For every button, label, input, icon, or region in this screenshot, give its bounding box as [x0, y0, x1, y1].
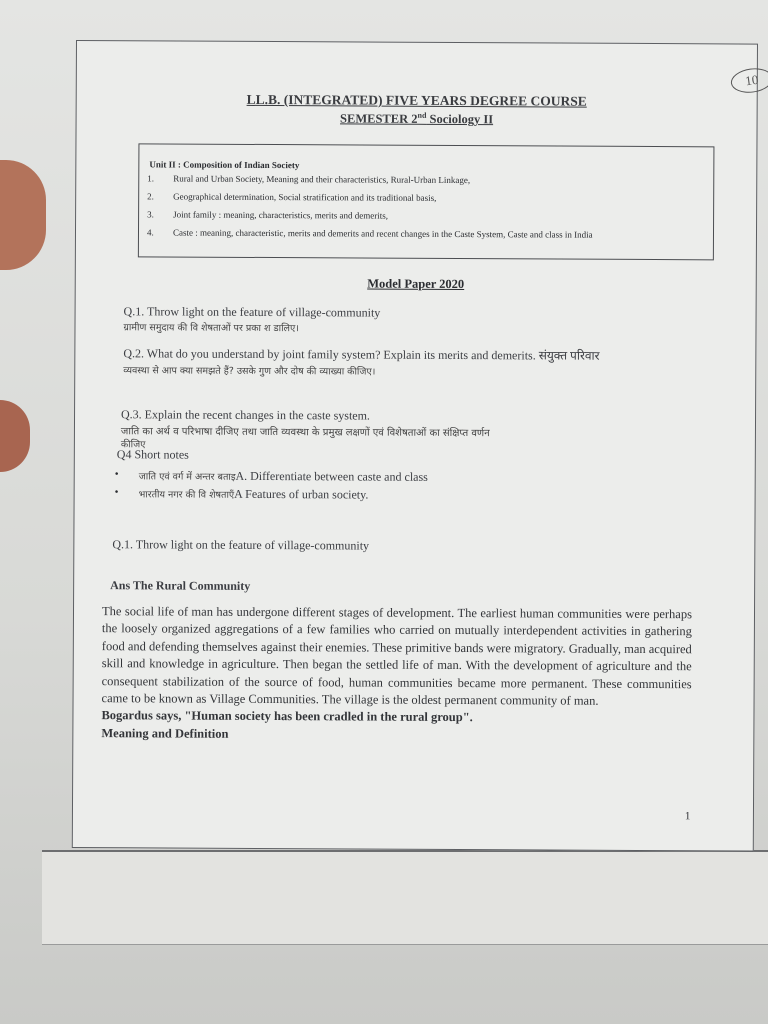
unit-item: 1. Rural and Urban Society, Meaning and their characteristics, Rural-Urban Linkage,	[147, 173, 471, 186]
bogardus-quote: Bogardus says, "Human society has been cradled in the rural group".	[101, 708, 473, 725]
page-mark: 10	[729, 66, 768, 95]
syllabus-box	[138, 143, 715, 260]
unit-item: 2. Geographical determination, Social stratification and its traditional basis,	[147, 191, 437, 203]
question-3: Q.3. Explain the recent changes in the caste system.	[121, 407, 370, 423]
short-note-a: जाति एवं वर्ग में अन्तर बताइA. Differentiate between caste and class	[138, 468, 428, 484]
answer-heading: Ans The Rural Community	[110, 578, 251, 593]
semester-title: SEMESTER 2nd Sociology II	[340, 110, 494, 127]
meaning-definition-subheading: Meaning and Definition	[101, 725, 229, 741]
question-3-hindi: जाति का अर्थ व परिभाषा दीजिए तथा जाति व्यवस्था के प्रमुख लक्षणों एवं विशेषताओं का संक्षिप्त वर्णन	[120, 426, 490, 440]
underlying-page	[42, 850, 768, 945]
unit-item: 3. Joint family : meaning, characteristics, merits and demerits,	[147, 209, 389, 221]
bullet-icon: •	[114, 468, 119, 481]
bullet-icon: •	[114, 486, 119, 499]
document-page	[72, 40, 758, 852]
page-number: 1	[684, 810, 691, 823]
unit-heading: Unit II : Composition of Indian Society	[149, 159, 300, 171]
answer-question-repeat: Q.1. Throw light on the feature of village-community	[112, 537, 370, 553]
question-3-hindi-cont: कीजिए	[120, 439, 146, 451]
question-1: Q.1. Throw light on the feature of village-community	[123, 304, 381, 320]
course-title: LL.B. (INTEGRATED) FIVE YEARS DEGREE COURSE	[246, 91, 587, 109]
question-2-hindi: व्यवस्था से आप क्या समझते हैं? उसके गुण और दोष की व्याख्या कीजिए।	[123, 365, 376, 378]
question-4: Q4 Short notes	[116, 447, 189, 462]
question-1-hindi: ग्रामीण समुदाय की वि शेषताओं पर प्रका श डालिए।	[123, 322, 299, 335]
answer-paragraph: The social life of man has undergone different stages of development. The earliest human communities were perhaps the loosely organized aggregations of a few families who carried on mutually interdependent activities in gathering food and defending themselves against their enemies. These primitive bands were migratory. Gradually, man acquired skill and knowledge in agriculture. Then began the settled life of man. With the development of agriculture and the consequent stabilization of the source of food, human communities became more permanent. These communities came to be known as Village Communities. The village is the oldest permanent community of man. Bogardus says, "Human society has been cradled in the rural group". Meaning and Definition	[101, 604, 693, 741]
model-paper-heading: Model Paper 2020	[367, 276, 465, 292]
question-2: Q.2. What do you understand by joint family system? Explain its merits and demerits. संयुक्त परिवार	[123, 346, 600, 363]
short-note-b: भारतीय नगर की वि शेषताएँA Features of urban society.	[138, 486, 369, 502]
unit-item: 4. Caste : meaning, characteristic, merits and demerits and recent changes in the Caste System, Caste and class in India	[146, 227, 593, 240]
